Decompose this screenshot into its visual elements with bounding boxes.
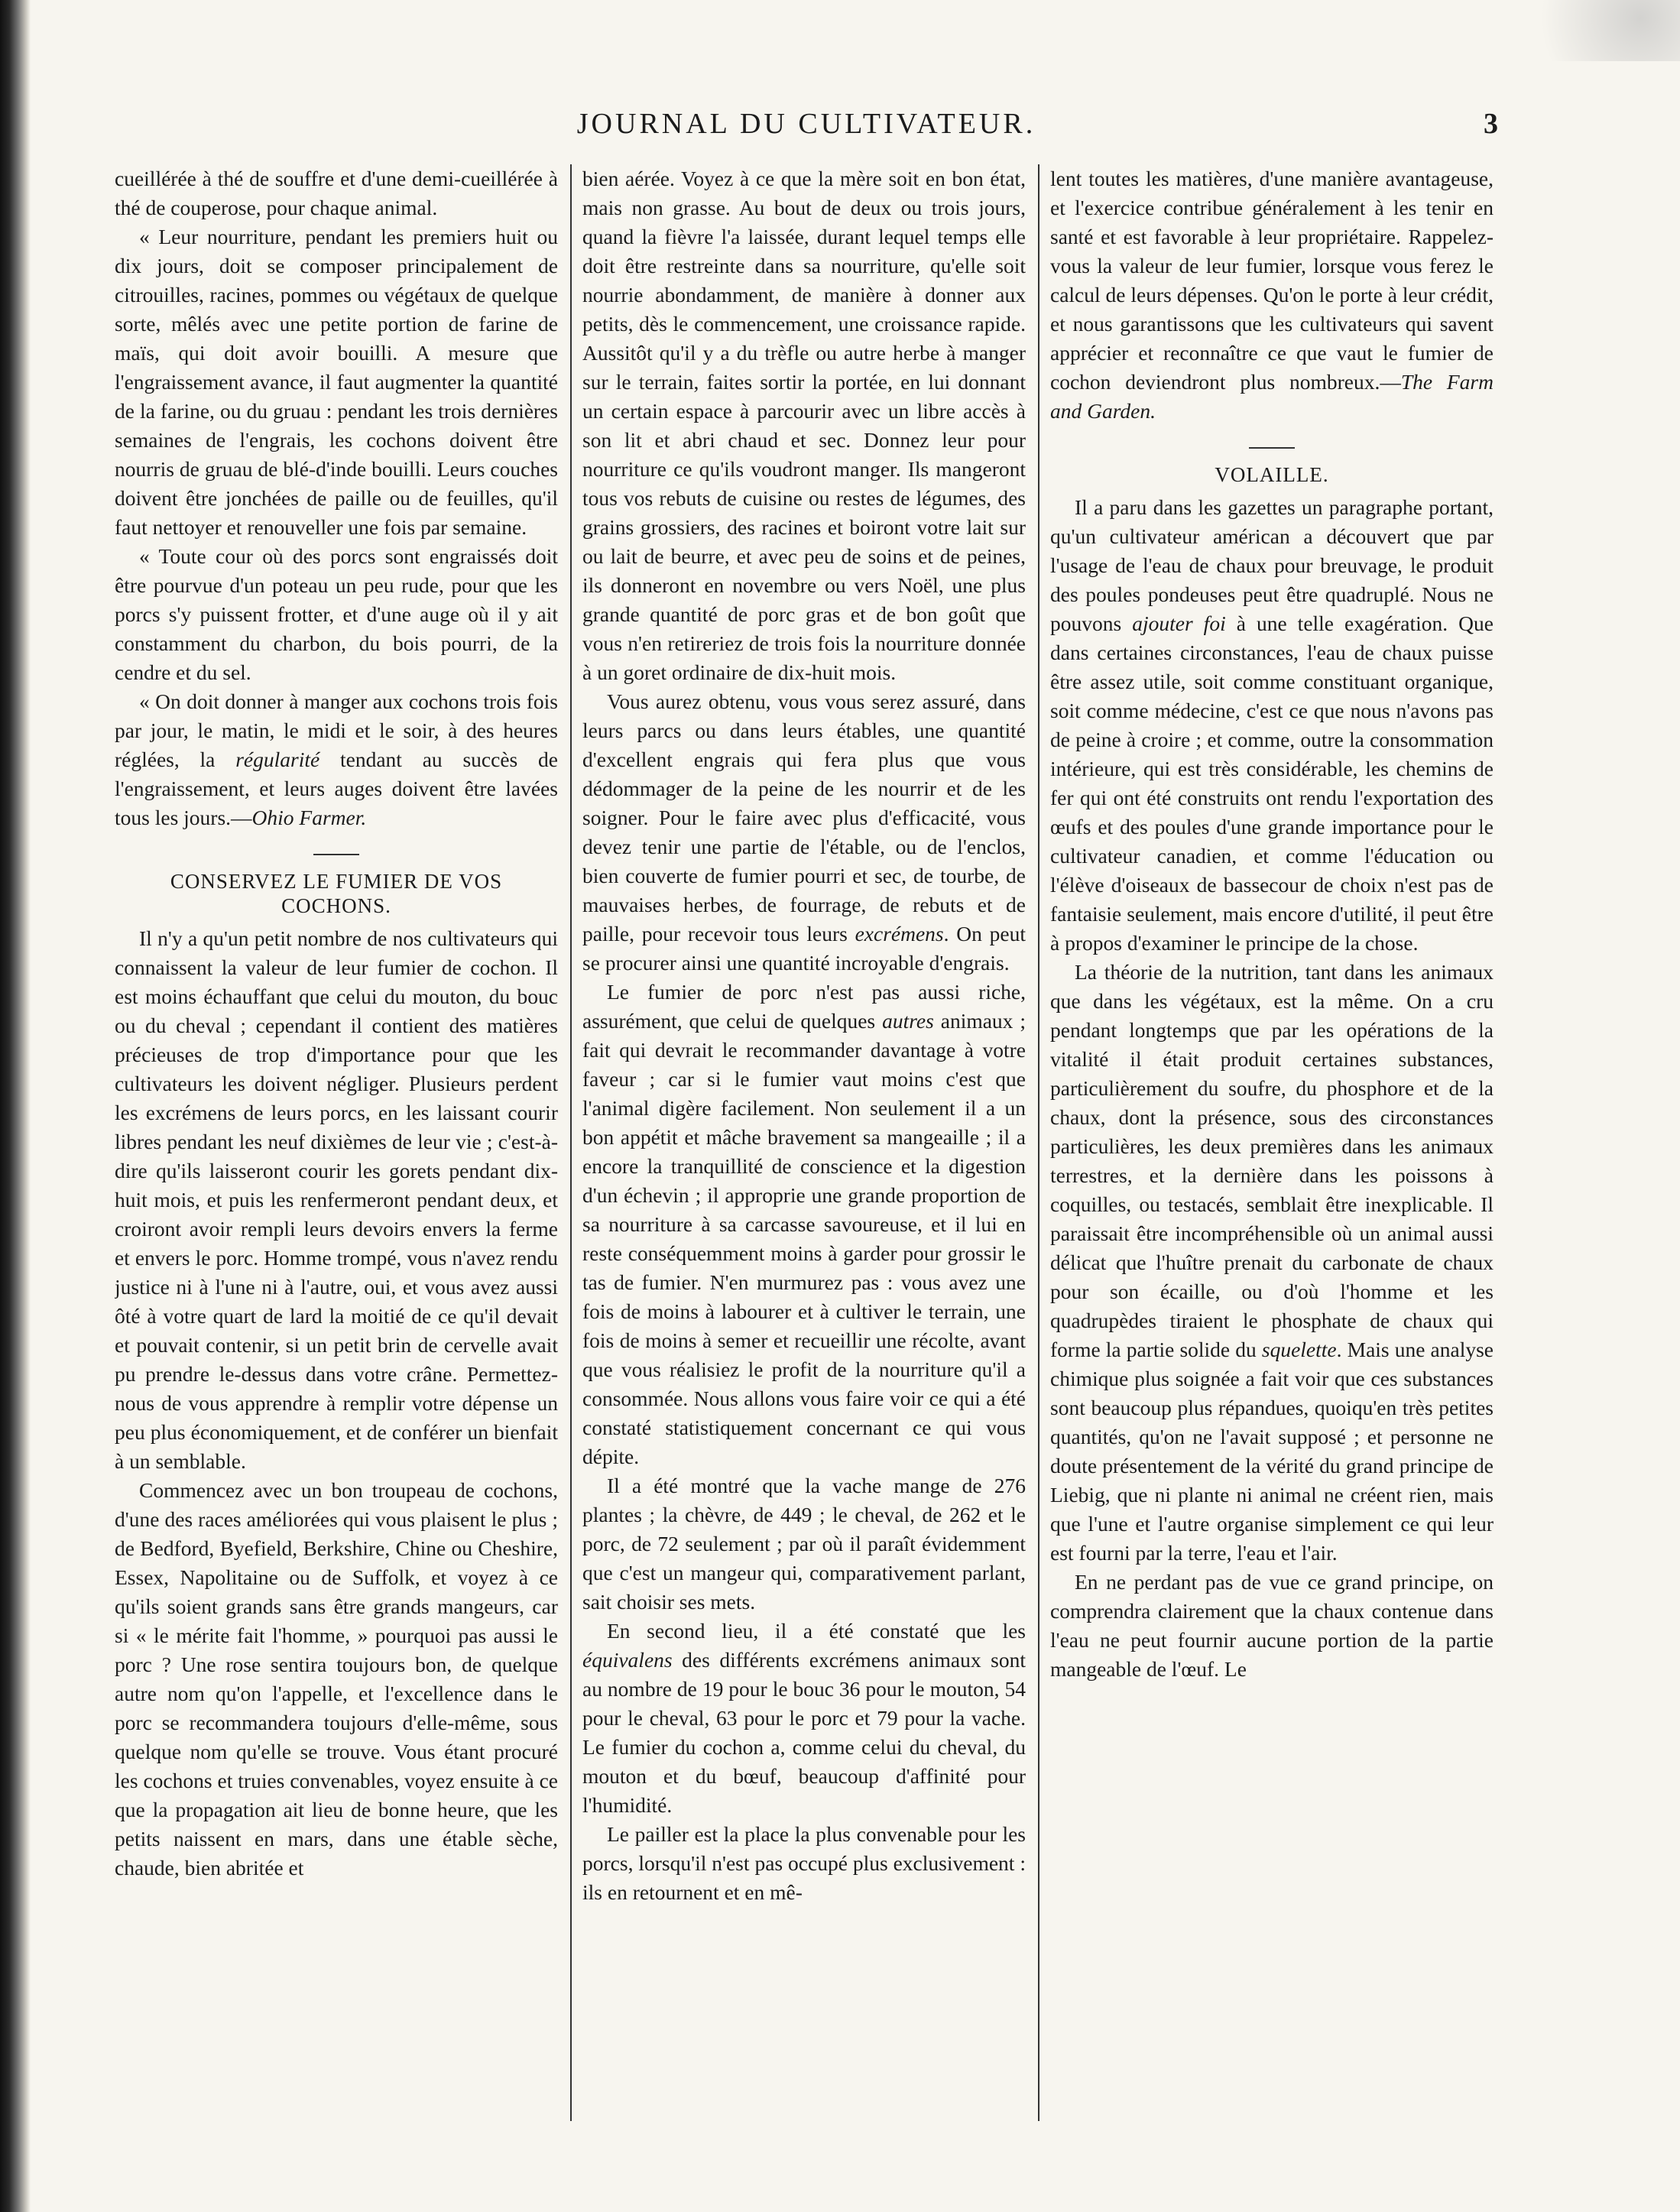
text-run: . Mais une analyse chimique plus soignée a fait voir que ces substances sont beaucoup plus répandues, quoiqu'en très petites quantités, qu'on ne l'avait supposé ; et personne ne doute présentement de la vérité du grand principe de Liebig, que ni plante ni animal ne créent rien, mais que l'une et l'autre organise simplement ce qui leur est fourni par la terre, l'eau et l'air. (1050, 1338, 1494, 1565)
running-head: JOURNAL DU CULTIVATEUR. (576, 108, 1036, 140)
column-rule (570, 164, 572, 2121)
column-2 (582, 164, 1026, 2121)
text-run: En second lieu, il a été constaté que les (607, 1619, 1026, 1643)
column-1 (115, 164, 558, 2121)
paragraph (115, 687, 558, 832)
binding-edge (0, 0, 31, 2212)
text-run: animaux ; fait qui devrait le recommander davantage à votre faveur ; car si le fumier vaut moins c'est que l'animal digère facilement. Non seulement il a un bon appétit et mâche bravement sa mangeaille ; il a encore la tranquillité de conscience et la digestion d'un échevin ; il approprie une grande proportion de sa nourriture à sa carcasse savoureuse, et il lui en reste conséquemment moins à garder pour grossir le tas de fumier. N'en murmurez pas : vous avez une fois de moins à labourer et à cultiver le terrain, une fois de moins à semer et recueillir une récolte, avant que vous réalisiez le profit de la nourriture qu'il a consommée. Nous allons vous faire voir ce qui a été constaté statistiquement concernant ce qui vous dépite. (582, 1009, 1026, 1468)
paragraph: Il n'y a qu'un petit nombre de nos cultivateurs qui connaissent la valeur de leur fumier de cochon. Il est moins échauffant que celui du mouton, du bouc ou du cheval ; cependant il contient des matières précieuses de trop d'importance pour que les cultivateurs les doivent négliger. Plusieurs perdent les excrémens de leurs porcs, en les laissant courir libres pendant les neuf dixièmes de leur vie ; c'est-à-dire qu'ils laisseront courir les gorets pendant dix-huit mois, et puis les renfermeront pendant deux, et croiront avoir rempli leurs devoirs envers la ferme et envers le porc. Homme trompé, vous n'avez rendu justice ni à l'une ni à l'autre, oui, et vous avez aussi ôté à votre quart de lard la moitié de ce qu'il devait et pouvait contenir, si un petit brin de cervelle avait pu prendre le-dessus dans votre crâne. Permettez-nous de vous apprendre à remplir votre dépense un peu plus économiquement, et de conférer un bienfait à un semblable. (115, 926, 558, 1473)
source-credit: Ohio Farmer. (251, 806, 367, 829)
paragraph: Commencez avec un bon troupeau de cochons, d'une des races améliorées qui vous plaisent le plus ; de Bedford, Byefield, Berkshire, Chine ou Cheshire, Essex, Napolitaine ou de Suffolk, et voyez à ce qu'ils soient grands sans être grands mangeurs, car si « le mérite fait l'homme, » pourquoi pas aussi le porc ? Une rose sentira toujours bon, de quelque autre nom qu'on l'appelle, et l'excellence dans le porc se recommandera toujours d'elle-même, sous quelque nom qu'elle se trouve. Vous étant procuré les cochons et truies convenables, voyez ensuite à ce que la propagation ait lieu de bonne heure, que les petits naissent en mars, dans une étable sèche, chaude, bien abritée et (115, 1478, 558, 1880)
paragraph: En ne perdant pas de vue ce grand principe, on comprendra clairement que la chaux contenue dans l'eau ne peut fournir aucune portion de la partie mangeable de l'œuf. Le (1050, 1570, 1494, 1681)
paragraph: cueillérée à thé de souffre et d'une demi-cueillérée à thé de couperose, pour chaque animal. (115, 167, 558, 219)
italic-text: ajouter foi (1132, 611, 1226, 635)
text-run: Il a paru dans les gazettes un paragraphe portant, qu'un cultivateur américan a découvert que par l'usage de l'eau de chaux pour breuvage, le produit des poules pondeuses peut être quadruplé. Nous ne pouvons (1050, 495, 1494, 635)
page-header (115, 107, 1498, 153)
text-run: des différents excrémens animaux sont au nombre de 19 pour le bouc 36 pour le mouton, 54 pour le cheval, 63 pour le porc et 79 pour la vache. Le fumier du cochon a, comme celui du cheval, du mouton et du bœuf, beaucoup d'affinité pour l'humidité. (582, 1648, 1026, 1817)
italic-text: régularité (235, 748, 320, 771)
text-run: La théorie de la nutrition, tant dans les animaux que dans les végétaux, est la même. On a cru pendant longtemps que par les opérations de la vitalité il était produit certaines substances, particulièrement du soufre, du phosphore et de la chaux, dont la présence, sous des circonstances particulières, les deux premières dans les animaux terrestres, et la dernière dans les poissons à coquilles, ou testacés, semblait être inexplicable. Il paraissait être incompréhensible où un animal aussi délicat que l'huître prenait du carbonate de chaux pour son écaille, ou d'où l'homme et les quadrupèdes tiraient le phosphate de chaux qui forme la partie solide du (1050, 960, 1494, 1361)
italic-text: équivalens (582, 1648, 673, 1672)
paragraph (582, 1617, 1026, 1820)
text-run: à une telle exagération. Que dans certaines circonstances, l'eau de chaux puisse être assez utile, soit comme constituant organique, soit comme médecine, c'est ce que nous n'avons pas de peine à croire ; et comme, outre la consommation intérieure, qui est très considérable, les chemins de fer qui ont été construits ont rendu l'exportation des œufs et des poules d'une grande importance pour le cultivateur canadien, et comme l'éducation ou l'élève d'oiseaux de bassecour de choix n'est pas de fantaisie seulement, mais encore d'utilité, il peut être à propos d'examiner le principe de la chose. (1050, 611, 1494, 955)
paragraph (1050, 164, 1494, 426)
paragraph: « Toute cour où des porcs sont engraissés doit être pourvue d'un poteau un peu rude, pour que les porcs s'y puissent frotter, et d'une auge où il y ait constamment du charbon, du bois pourri, de la cendre et du sel. (115, 544, 558, 684)
page-number: 3 (1484, 108, 1498, 140)
paragraph: « Leur nourriture, pendant les premiers huit ou dix jours, doit se composer principalement de citrouilles, racines, pommes ou végétaux de quelque sorte, mêlés avec une petite portion de farine de maïs, qui doit avoir bouilli. A mesure que l'engraissement avance, il faut augmenter la quantité de la farine, ou du gruau : pendant les trois dernières semaines de l'engrais, les cochons doivent être nourris de gruau de blé-d'inde bouilli. Leurs couches doivent être jonchées de paille ou de feuilles, qu'il faut nettoyer et renouveller une fois par semaine. (115, 225, 558, 539)
paragraph: Le pailler est la place la plus convenable pour les porcs, lorsqu'il n'est pas occupé plus exclusivement : ils en retournent et en mê- (582, 1822, 1026, 1904)
text-run: « On doit donner à manger aux cochons trois fois par jour, le matin, le midi et le soir, à des heures réglées, la (115, 689, 558, 771)
paragraph (582, 687, 1026, 978)
italic-text: squelette (1261, 1338, 1337, 1361)
column-3 (1050, 164, 1494, 2121)
paragraph (582, 978, 1026, 1471)
text-run: tendant au succès de l'engraissement, et leurs auges doivent être lavées tous les jours.— (115, 748, 558, 829)
text-run: . On peut se procurer ainsi une quantité incroyable d'engrais. (582, 922, 1026, 975)
italic-text: autres (882, 1009, 934, 1033)
section-separator (115, 845, 558, 855)
paragraph (1050, 493, 1494, 958)
section-heading: VOLAILLE. (1215, 463, 1329, 486)
section-separator (1050, 438, 1494, 449)
column-rule (1038, 164, 1039, 2121)
text-columns (115, 164, 1498, 2121)
paragraph: Il a été montré que la vache mange de 276 plantes ; la chèvre, de 449 ; le cheval, de 262 et le porc, de 72 seulement ; par où il paraît évidemment que c'est un mangeur qui, comparativement parlant, sait choisir ses mets. (582, 1474, 1026, 1614)
italic-text: excrémens (855, 922, 944, 945)
source-credit: The Farm and Garden. (1050, 370, 1494, 423)
paragraph: bien aérée. Voyez à ce que la mère soit en bon état, mais non grasse. Au bout de deux ou trois jours, quand la fièvre l'a laissée, durant lequel temps elle doit être restreinte dans sa nourriture, qu'elle soit nourrie abondamment, de manière à donner aux petits, dès le commencement, une croissance rapide. Aussitôt qu'il y a du trèfle ou autre herbe à manger sur le terrain, faites sortir la portée, en lui donnant un certain espace à parcourir avec un libre accès à son lit et abri chaud et sec. Donnez leur pour nourriture ce qu'ils voudront manger. Ils mangeront tous vos rebuts de cuisine ou restes de légumes, des grains grossiers, des racines et boiront votre lait sur ou lait de beurre, et avec peu de soins et de peines, ils donneront en novembre ou vers Noël, une plus grande quantité de porc gras et de bon goût que vous n'en retireriez de trois fois la nourriture donnée à un goret ordinaire de dix-huit mois. (582, 167, 1026, 684)
text-run: Vous aurez obtenu, vous vous serez assuré, dans leurs parcs ou dans leurs étables, une quantité d'excellent engrais qui fera plus que vous dédommager de la peine de les nourrir et de les soigner. Pour le faire avec plus d'efficacité, vous devez tenir une partie de l'étable, ou de l'enclos, bien couverte de fumier pourri et sec, de tourbe, de mauvaises herbes, de fourrage, de rebuts et de paille, pour recevoir tous leurs (582, 689, 1026, 945)
scan-noise (1481, 0, 1680, 61)
paragraph (1050, 958, 1494, 1568)
text-run: lent toutes les matières, d'une manière avantageuse, et l'exercice contribue généralement à les tenir en santé et est favorable à leur propriétaire. Rappelez-vous la valeur de leur fumier, lorsque vous ferez le calcul de leurs dépenses. Qu'on le porte à leur crédit, et nous garantissons que les cultivateurs qui savent apprécier et reconnaître ce que vaut le fumier de cochon deviendront plus nombreux.— (1050, 167, 1494, 394)
text-run: Le fumier de porc n'est pas aussi riche, assurément, que celui de quelques (582, 980, 1026, 1033)
section-heading: CONSERVEZ LE FUMIER DE VOS COCHONS. (170, 870, 503, 917)
